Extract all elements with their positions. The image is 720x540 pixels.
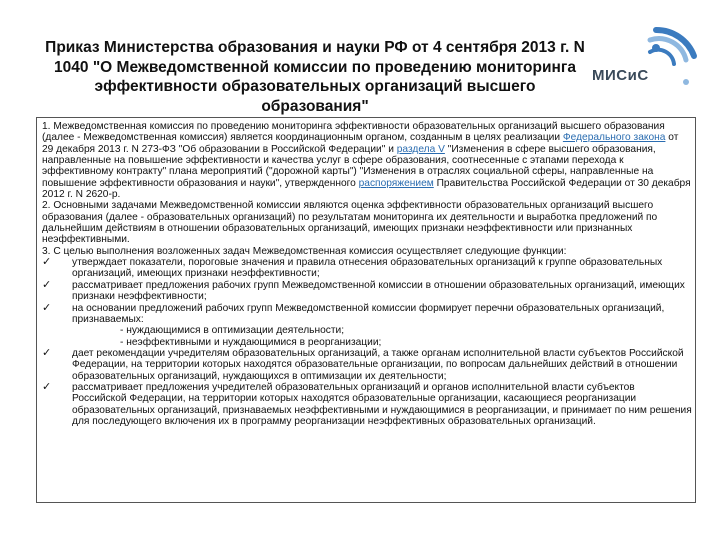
checkmark-icon: ✓	[42, 346, 52, 359]
p1-text-a: 1. Межведомственная комиссия по проведению мониторинга эффективности образовательных организаций высшего образования (далее - Межведомственная комиссия) является координационным органом, созданным в целях реализации	[42, 121, 665, 144]
checkmark-icon: ✓	[42, 256, 52, 269]
p1-text-d: Правительства Российской Федерации от 30 декабря 2012 г. N 2620-р.	[42, 177, 691, 201]
list-item-text: рассматривает предложения учредителей образовательных организаций и органов исполнительной власти субъектов Российской Федерации, на территории которых находятся образовательные организации, касающиеся реорганизации образовательных организаций, признаваемых неэффективными и нуждающимися в реорганизации, и принимает по ним решения для последующего включения их в программу реорганизации неэффективных образовательных организаций.	[72, 381, 692, 427]
checkmark-icon: ✓	[42, 301, 52, 314]
list-item	[42, 303, 692, 326]
p1-text-c: "Изменения в сфере высшего образования, направленные на повышение эффективности и качества услуг в сфере образования, соотнесенные с этапами перехода к эффективному контракту" плана мероприятий ("дорожной карты") "Изменения в отраслях социальной сферы, направленные на повышение эффективности образования и науки", утвержденного	[42, 143, 656, 189]
order-link[interactable]: распоряжением	[358, 177, 434, 189]
list-item-text: дает рекомендации учредителям образовательных организаций, а также органам исполнительной власти субъектов Российской Федерации, на территории которых находятся образовательные организации, по вопросам дальнейших действий в отношении образовательных организаций, нуждающихся в оптимизации их деятельности;	[72, 347, 684, 382]
list-item	[42, 348, 692, 382]
list-item-text: на основании предложений рабочих групп Межведомственной комиссии формирует перечни образовательных организаций, признаваемых:	[72, 302, 665, 325]
document-title: Приказ Министерства образования и науки РФ от 4 сентября 2013 г. N 1040 "О Межведомственной комиссии по проведению мониторинга эффективности образовательных организаций высшего образования"	[45, 39, 585, 115]
list-item	[42, 257, 692, 280]
list-item-text: утверждает показатели, пороговые значения и правила отнесения образовательных организаций к группе образовательных организаций, имеющих признаки неэффективности;	[72, 257, 663, 280]
document-body	[42, 121, 692, 427]
sub-list-item: - нуждающимися в оптимизации деятельности;	[120, 325, 345, 337]
checkmark-icon: ✓	[42, 380, 52, 393]
checkmark-icon: ✓	[42, 278, 52, 291]
p1-text-b: от 29 декабря 2013 г. N 273-ФЗ "Об образовании в Российской Федерации" и	[42, 132, 679, 155]
paragraph-2: 2. Основными задачами Межведомственной комиссии являются оценка эффективности образовательных организаций высшего образования (далее - образовательных организаций) по результатам мониторинга их деятельности и выработка предложений по дальнейшим действиям в отношении образовательных организаций, имеющих признаки неэффективности или признанных неэффективными.	[42, 200, 658, 246]
paragraph-1	[42, 121, 692, 200]
sub-list-item: - неэффективными и нуждающимися в реорганизации;	[120, 336, 382, 348]
list-item	[42, 280, 692, 303]
list-item	[42, 382, 692, 427]
logo-text: МИСиС	[592, 67, 649, 84]
list-item-text: рассматривает предложения рабочих групп Межведомственной комиссии в отношении образовательных организаций, имеющих признаки неэффективности;	[72, 279, 685, 303]
paragraph-3: 3. С целью выполнения возложенных задач Межведомственная комиссия осуществляет следующие функции:	[42, 245, 567, 257]
misis-logo-icon	[590, 20, 700, 110]
federal-law-link[interactable]: Федерального закона	[562, 132, 666, 144]
section-v-link[interactable]: раздела V	[396, 143, 445, 155]
